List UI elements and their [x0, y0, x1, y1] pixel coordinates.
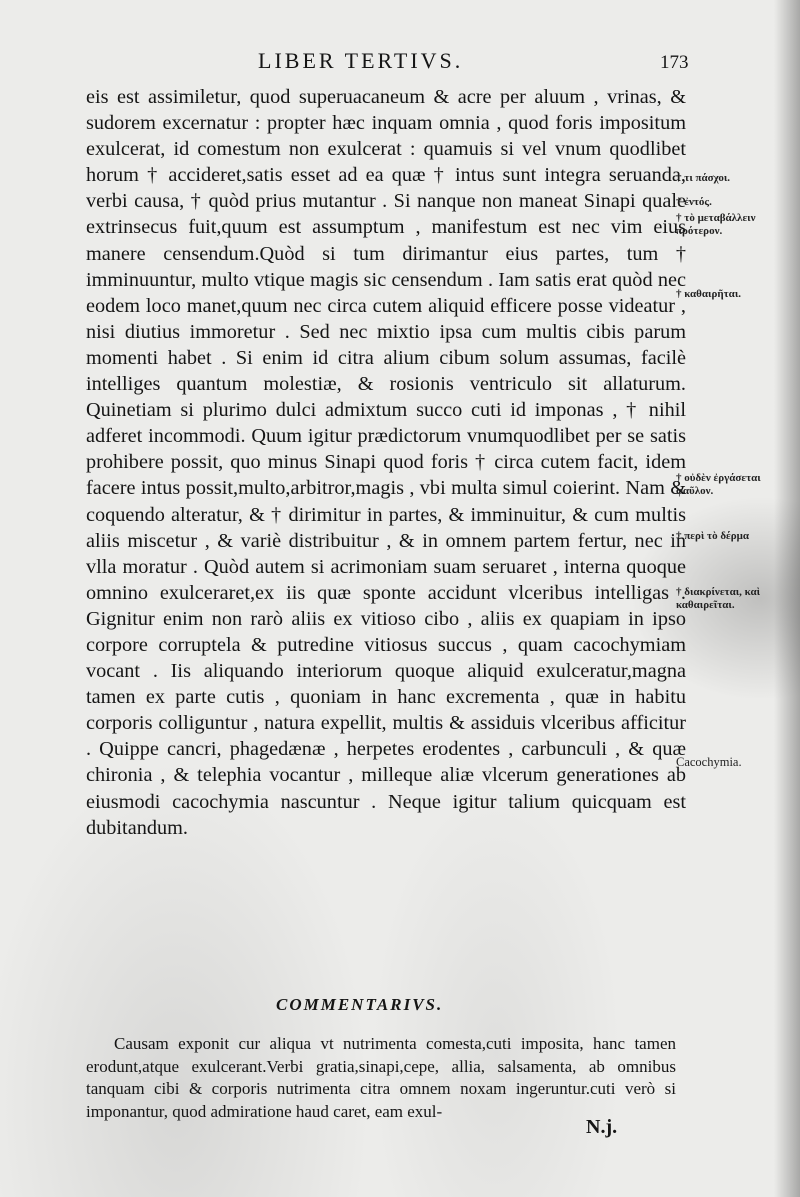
commentary-heading: COMMENTARIVS.: [276, 995, 444, 1014]
marginal-note-3: † τὸ μεταβάλλειν πρότερον.: [676, 212, 756, 237]
main-text-block: [86, 84, 686, 841]
marginal-note-7: † διακρίνεται, καὶ καθαιρεῖται.: [676, 586, 760, 611]
marginal-note-1: † τι πάσχοι.: [676, 172, 731, 184]
signature-mark: N.j.: [586, 1116, 618, 1138]
marginal-note-4: † καθαιρῆται.: [676, 288, 741, 300]
marginal-note-cacochymia: Cacochymia.: [676, 755, 742, 769]
page-edge-shadow: [774, 0, 800, 1197]
marginal-note-6: † περὶ τὸ δέρμα: [676, 530, 750, 542]
running-head: LIBER TERTIVS.: [258, 48, 464, 73]
marginal-notes: [676, 84, 776, 804]
commentary-paragraph: Causam exponit cur aliqua vt nutrimenta comesta,cuti imposita, hanc tamen erodunt,atque exulcerant.Verbi gratia,sinapi,cepe, allia, salsamenta, ab omnibus tanquam cibi & corporis nutrimenta citra omnem noxam ingeruntur.cuti verò si imponantur, quod admiratione haud caret, eam exul-: [86, 1034, 676, 1121]
page-number: 173: [660, 52, 689, 73]
marginal-note-5: † οὐδὲν ἐργάσεται φαῦλον.: [676, 472, 761, 497]
main-text-paragraph: eis est assimiletur, quod superuacaneum & acre per aluum , vrinas, & sudorem excernatur : propter hæc inquam omnia , quod foris impositum exulcerat, id comestum non exulcerat : quamuis si vel vnum quodlibet horum † accideret,satis esset ad ea quæ † intus sunt integra seruanda, verbi causa, † quòd prius mutantur . Si nanque non maneat Sinapi quale extrinsecus fuit,quum est assumptum , manifestum est nec vim eius manere censendum.Quòd si tum dirimantur eius partes, tum † imminuuntur, multo vtique magis sic censendum . Iam satis erat quòd nec eodem loco manet,quum nec circa cutem aliquid efficere posse videatur , nisi diutius immoretur . Sed nec mixtio ipsa cum multis cibis parum momenti habet . Si enim id citra alium cibum solum assumas, facilè intelliges quantum molestiæ, & rosionis ventriculo sit allaturum. Quinetiam si plurimo dulci admixtum succo cuti id imponas , † nihil adferet incommodi. Quum igitur prædictorum vnumquodlibet per se satis prohibere possit, quo minus Sinapi quod foris † circa cutem facit, idem facere intus possit,multo,arbitror,magis , vbi multa simul coierint. Nam & coquendo alteratur, & † dirimitur in partes, & imminuitur, & cum multis aliis miscetur , & variè distribuitur , & in omnem partem fertur, nec in vlla moratur . Quòd autem si acrimoniam suam seruaret , interna quoque omnino exulceraret,ex iis quæ sponte accidunt vlceribus intelligas . Gignitur enim non rarò aliis ex vitioso cibo , aliis ex quapiam in ipso corpore corruptela & putredine vitiosus succus , quam cacochymiam vocant . Iis aliquando interiorum quoque aliquid exulceratur,magna tamen ex parte cutis , quoniam in hanc excrementa , quæ in habitu corporis colliguntur , natura expellit, multis & assiduis vlceribus afficitur . Quippe cancri, phagedænæ , herpetes erodentes , carbunculi , & quæ chironia , & telephia vocantur , milleque aliæ vlcerum generationes ab eiusmodi cacochymia nascuntur . Neque igitur talium quicquam est dubitandum.: [86, 86, 686, 839]
commentary-block: [86, 1033, 676, 1123]
marginal-note-2: † ἐντός.: [676, 196, 712, 208]
